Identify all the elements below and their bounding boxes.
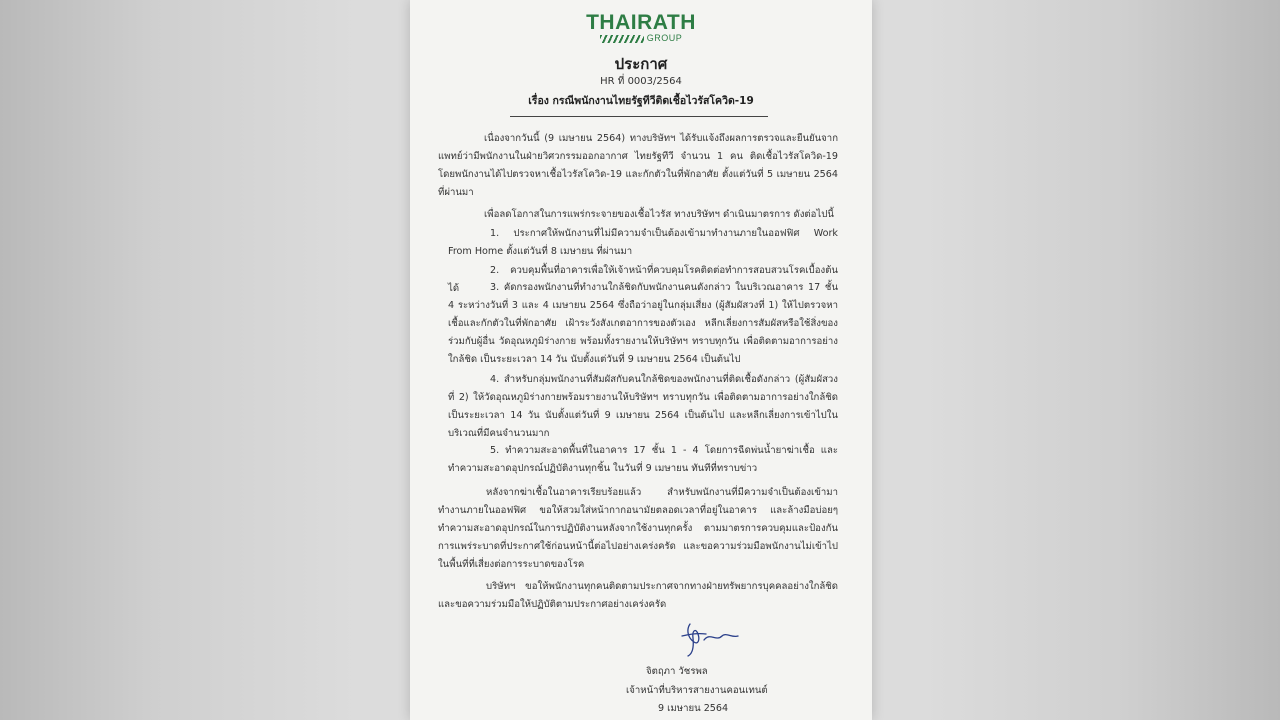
signing-date: 9 เมษายน 2564 — [658, 703, 729, 714]
subject-line: เรื่อง กรณีพนักงานไทยรัฐทีวีติดเชื้อไวรัสโควิด-19 — [528, 95, 754, 107]
measure-item-2: 2. ควบคุมพื้นที่อาคารเพื่อให้เจ้าหน้าที่ควบคุมโรคติดต่อทำการสอบสวนโรคเบื้องต้นได้ — [448, 265, 838, 294]
logo-stripes-icon — [600, 35, 644, 43]
logo-group-text: GROUP — [646, 33, 683, 43]
intro-paragraph: เนื่องจากวันนี้ (9 เมษายน 2564) ทางบริษัทฯ ได้รับแจ้งถึงผลการตรวจและยืนยันจากแพทย์ว่ามีพนักงานในฝ่ายวิศวกรรมออกอากาศ ไทยรัฐทีวี จำนวน 1 คน ติดเชื้อไวรัสโควิด-19 โดยพนักงานได้ไปตรวจหาเชื้อไวรัสโควิด-19 และกักตัวในที่พักอาศัย ตั้งแต่วันที่ 5 เมษายน 2564 ที่ผ่านมา — [438, 133, 838, 198]
logo-wordmark: THAIRATH — [586, 11, 696, 34]
measure-item-3: 3. คัดกรองพนักงานที่ทำงานใกล้ชิดกับพนักงานคนดังกล่าว ในบริเวณอาคาร 17 ชั้น 4 ระหว่างวันที่ 3 และ 4 เมษายน 2564 ซึ่งถือว่าอยู่ในกลุ่มเสี่ยง (ผู้สัมผัสวงที่ 1) ให้ไปตรวจหาเชื้อและกักตัวในที่พักอาศัย เฝ้าระวังสังเกตอาการของตัวเอง หลีกเลี่ยงการสัมผัสหรือใช้สิ่งของร่วมกับผู้อื่น วัดอุณหภูมิร่างกาย พร้อมทั้งรายงานให้บริษัทฯ ทราบทุกวัน เพื่อติดตามอาการอย่างใกล้ชิด เป็นระยะเวลา 14 วัน นับตั้งแต่วันที่ 9 เมษายน 2564 เป็นต้นไป — [448, 282, 838, 365]
thairath-group-logo — [410, 12, 872, 43]
measure-item-5: 5. ทำความสะอาดพื้นที่ในอาคาร 17 ชั้น 1 - 4 โดยการฉีดพ่นน้ำยาฆ่าเชื้อ และทำความสะอาดอุปกรณ์ปฏิบัติงานทุกชิ้น ในวันที่ 9 เมษายน ทันทีที่ทราบข่าว — [448, 445, 838, 474]
measure-item-4: 4. สำหรับกลุ่มพนักงานที่สัมผัสกับคนใกล้ชิดของพนักงานที่ติดเชื้อดังกล่าว (ผู้สัมผัสวงที่ 2) ให้วัดอุณหภูมิร่างกายพร้อมรายงานให้บริษัทฯ ทราบทุกวัน เพื่อติดตามอาการอย่างใกล้ชิด เป็นระยะเวลา 14 วัน นับตั้งแต่วันที่ 9 เมษายน 2564 เป็นต้นไป และหลีกเลี่ยงการเข้าไปในบริเวณที่มีคนจำนวนมาก — [448, 374, 838, 439]
signer-title: เจ้าหน้าที่บริหารสายงานคอนเทนต์ — [626, 685, 768, 696]
signature-image — [678, 620, 748, 660]
reference-number: HR ที่ 0003/2564 — [600, 76, 682, 87]
measures-intro: เพื่อลดโอกาสในการแพร่กระจายของเชื้อไวรัส ทางบริษัทฯ ดำเนินมาตรการ ดังต่อไปนี้ — [484, 209, 834, 220]
announcement-heading: ประกาศ — [614, 55, 668, 73]
logo-subline — [410, 34, 872, 43]
announcement-page — [410, 0, 872, 720]
signer-name: จิตฤภา วัชรพล — [646, 666, 708, 677]
closing-paragraph: บริษัทฯ ขอให้พนักงานทุกคนติดตามประกาศจากทางฝ่ายทรัพยากรบุคคลอย่างใกล้ชิด และขอความร่วมมือให้ปฏิบัติตามประกาศอย่างเคร่งครัด — [438, 581, 838, 610]
divider — [510, 116, 768, 117]
measure-item-1: 1. ประกาศให้พนักงานที่ไม่มีความจำเป็นต้องเข้ามาทำงานภายในออฟฟิศ Work From Home ตั้งแต่วันที่ 8 เมษายน ที่ผ่านมา — [448, 228, 838, 257]
after-disinfection-paragraph: หลังจากฆ่าเชื้อในอาคารเรียบร้อยแล้ว สำหรับพนักงานที่มีความจำเป็นต้องเข้ามาทำงานภายในออฟฟิศ ขอให้สวมใส่หน้ากากอนามัยตลอดเวลาที่อยู่ในอาคาร และล้างมือบ่อยๆ ทำความสะอาดอุปกรณ์ในการปฏิบัติงานหลังจากใช้งานทุกครั้ง ตามมาตรการควบคุมและป้องกันการแพร่ระบาดที่ประกาศใช้ก่อนหน้านี้ต่อไปอย่างเคร่งครัด และขอความร่วมมือพนักงานไม่เข้าไปในพื้นที่ที่เสี่ยงต่อการระบาดของโรค — [438, 487, 838, 570]
